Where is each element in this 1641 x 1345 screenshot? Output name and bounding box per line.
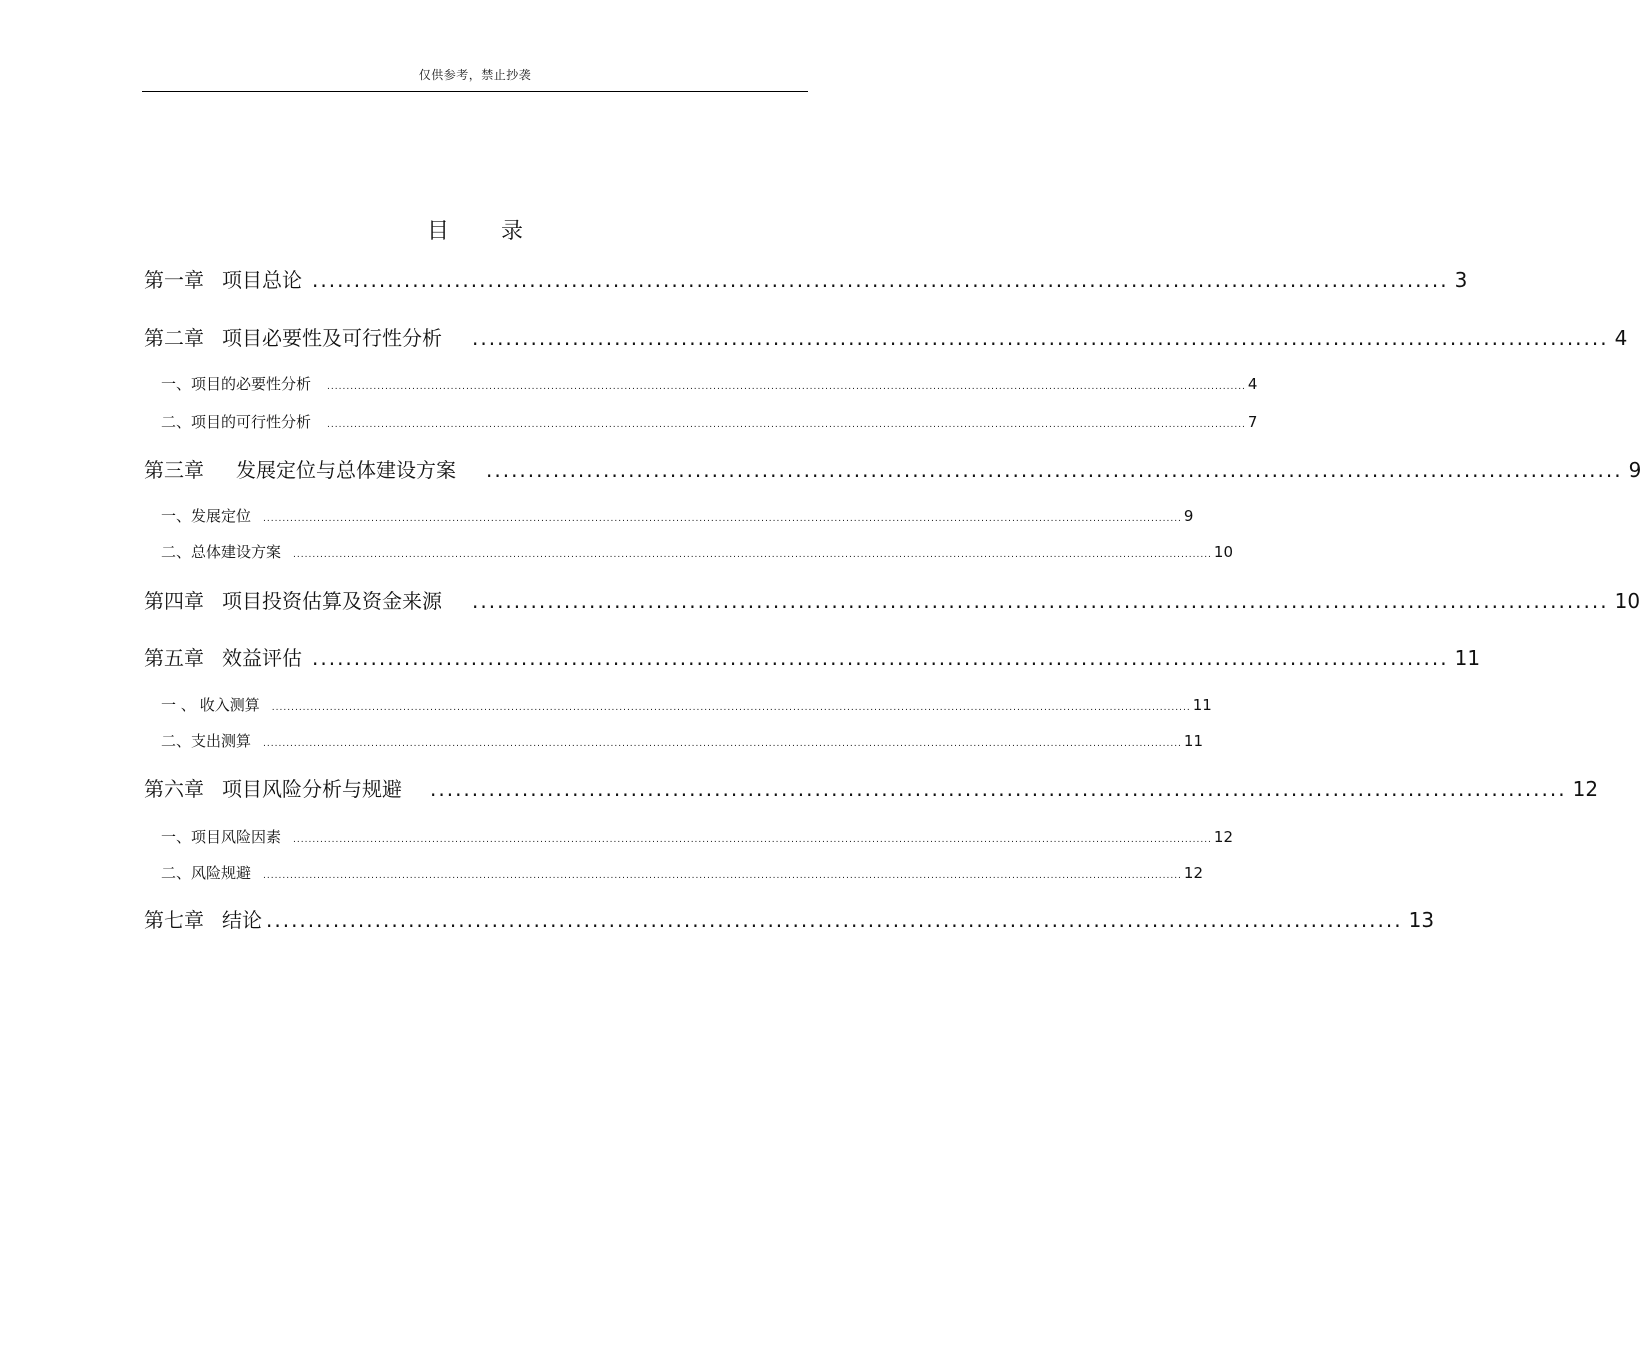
toc-leader: .............................................................................................................................................................................................................................................. bbox=[263, 871, 1182, 881]
toc-leader: .............................................................................................................................................................................................................................................. bbox=[293, 835, 1212, 845]
toc-entry-page: 12 bbox=[1572, 777, 1599, 801]
toc-section-2-2[interactable] bbox=[161, 411, 1258, 433]
toc-entry-number: 二、 bbox=[161, 864, 192, 882]
toc-entry-number: 第二章 bbox=[144, 326, 204, 350]
toc-entry-page: 11 bbox=[1454, 646, 1481, 670]
toc-entry-number: 一、 bbox=[161, 828, 192, 846]
toc-section-3-2[interactable] bbox=[161, 541, 1234, 563]
toc-entry-number: 一、 bbox=[161, 375, 192, 393]
toc-entry-page: 11 bbox=[1183, 732, 1204, 750]
toc-entry-number: 二、 bbox=[161, 732, 192, 750]
toc-entry-page: 12 bbox=[1183, 864, 1204, 882]
toc-leader: .............................................................................................................................................................................................................................................. bbox=[263, 514, 1182, 524]
toc-leader: .............................................................................................................................................................................................................................................. bbox=[263, 739, 1182, 749]
toc-chapter-6[interactable] bbox=[144, 775, 1599, 803]
toc-section-6-2[interactable] bbox=[161, 862, 1204, 884]
toc-leader: ........................................................................................................................................ bbox=[430, 777, 1567, 801]
toc-entry-title: 结论 bbox=[222, 908, 262, 932]
toc-entry-number: 第三章 bbox=[144, 458, 204, 482]
toc-leader: .............................................................................................................................................................................................................................................. bbox=[327, 382, 1246, 392]
toc-entry-page: 11 bbox=[1192, 696, 1212, 714]
toc-entry-number: 一 、 bbox=[161, 696, 196, 714]
toc-entry-number: 第一章 bbox=[144, 268, 204, 292]
toc-entry-title: 支出测算 bbox=[191, 732, 252, 750]
toc-leader: ........................................................................................................................................ bbox=[472, 589, 1609, 613]
toc-title bbox=[0, 214, 950, 245]
toc-entry-title: 项目投资估算及资金来源 bbox=[222, 589, 442, 613]
toc-entry-title: 项目的必要性分析 bbox=[191, 375, 312, 393]
toc-leader: ........................................................................................................................................ bbox=[486, 458, 1623, 482]
toc-entry-page: 13 bbox=[1408, 908, 1435, 932]
toc-entry-number: 第七章 bbox=[144, 908, 204, 932]
toc-entry-number: 第五章 bbox=[144, 646, 204, 670]
toc-section-5-2[interactable] bbox=[161, 730, 1204, 752]
toc-entry-page: 9 bbox=[1183, 507, 1194, 525]
toc-section-6-1[interactable] bbox=[161, 826, 1234, 848]
toc-entry-title: 发展定位与总体建设方案 bbox=[236, 458, 456, 482]
toc-chapter-7[interactable] bbox=[144, 906, 1435, 934]
toc-entry-title: 项目风险因素 bbox=[191, 828, 282, 846]
toc-entry-title: 风险规避 bbox=[191, 864, 252, 882]
page-header: 仅供参考，禁止抄袭 bbox=[418, 68, 532, 82]
toc-leader: ........................................................................................................................................ bbox=[266, 908, 1403, 932]
toc-entry-title: 项目总论 bbox=[222, 268, 302, 292]
toc-entry-title: 项目的可行性分析 bbox=[191, 413, 312, 431]
toc-entry-page: 4 bbox=[1614, 326, 1628, 350]
toc-leader: .............................................................................................................................................................................................................................................. bbox=[271, 703, 1191, 713]
toc-entry-number: 一、 bbox=[161, 507, 192, 525]
toc-entry-page: 7 bbox=[1247, 413, 1258, 431]
toc-entry-page: 10 bbox=[1614, 589, 1641, 613]
toc-chapter-4[interactable] bbox=[144, 587, 1641, 615]
toc-entry-number: 二、 bbox=[161, 413, 192, 431]
toc-title-left: 目 bbox=[426, 219, 449, 244]
toc-chapter-2[interactable] bbox=[144, 324, 1628, 352]
toc-entry-title: 效益评估 bbox=[222, 646, 302, 670]
toc-leader: .............................................................................................................................................................................................................................................. bbox=[327, 420, 1246, 430]
toc-entry-number: 第六章 bbox=[144, 777, 204, 801]
toc-leader: ........................................................................................................................................ bbox=[472, 326, 1609, 350]
header-rule bbox=[142, 91, 808, 92]
toc-entry-title: 总体建设方案 bbox=[191, 543, 282, 561]
toc-entry-page: 9 bbox=[1628, 458, 1641, 482]
toc-section-2-1[interactable] bbox=[161, 373, 1258, 395]
toc-entry-title: 项目风险分析与规避 bbox=[222, 777, 402, 801]
toc-entry-page: 4 bbox=[1247, 375, 1258, 393]
toc-section-3-1[interactable] bbox=[161, 505, 1194, 527]
toc-leader: ........................................................................................................................................ bbox=[312, 268, 1449, 292]
toc-section-5-1[interactable] bbox=[161, 694, 1212, 716]
toc-chapter-5[interactable] bbox=[144, 644, 1481, 672]
toc-leader: .............................................................................................................................................................................................................................................. bbox=[293, 550, 1212, 560]
toc-entry-number: 二、 bbox=[161, 543, 192, 561]
toc-entry-title: 发展定位 bbox=[191, 507, 252, 525]
toc-entry-page: 12 bbox=[1213, 828, 1234, 846]
toc-entry-page: 3 bbox=[1454, 268, 1468, 292]
toc-chapter-1[interactable] bbox=[144, 266, 1468, 294]
toc-entry-title: 项目必要性及可行性分析 bbox=[222, 326, 442, 350]
toc-leader: ........................................................................................................................................ bbox=[312, 646, 1449, 670]
toc-entry-number: 第四章 bbox=[144, 589, 204, 613]
toc-chapter-3[interactable] bbox=[144, 456, 1641, 484]
toc-entry-title: 收入测算 bbox=[199, 696, 260, 714]
toc-entry-page: 10 bbox=[1213, 543, 1234, 561]
toc-title-right: 录 bbox=[501, 219, 524, 244]
